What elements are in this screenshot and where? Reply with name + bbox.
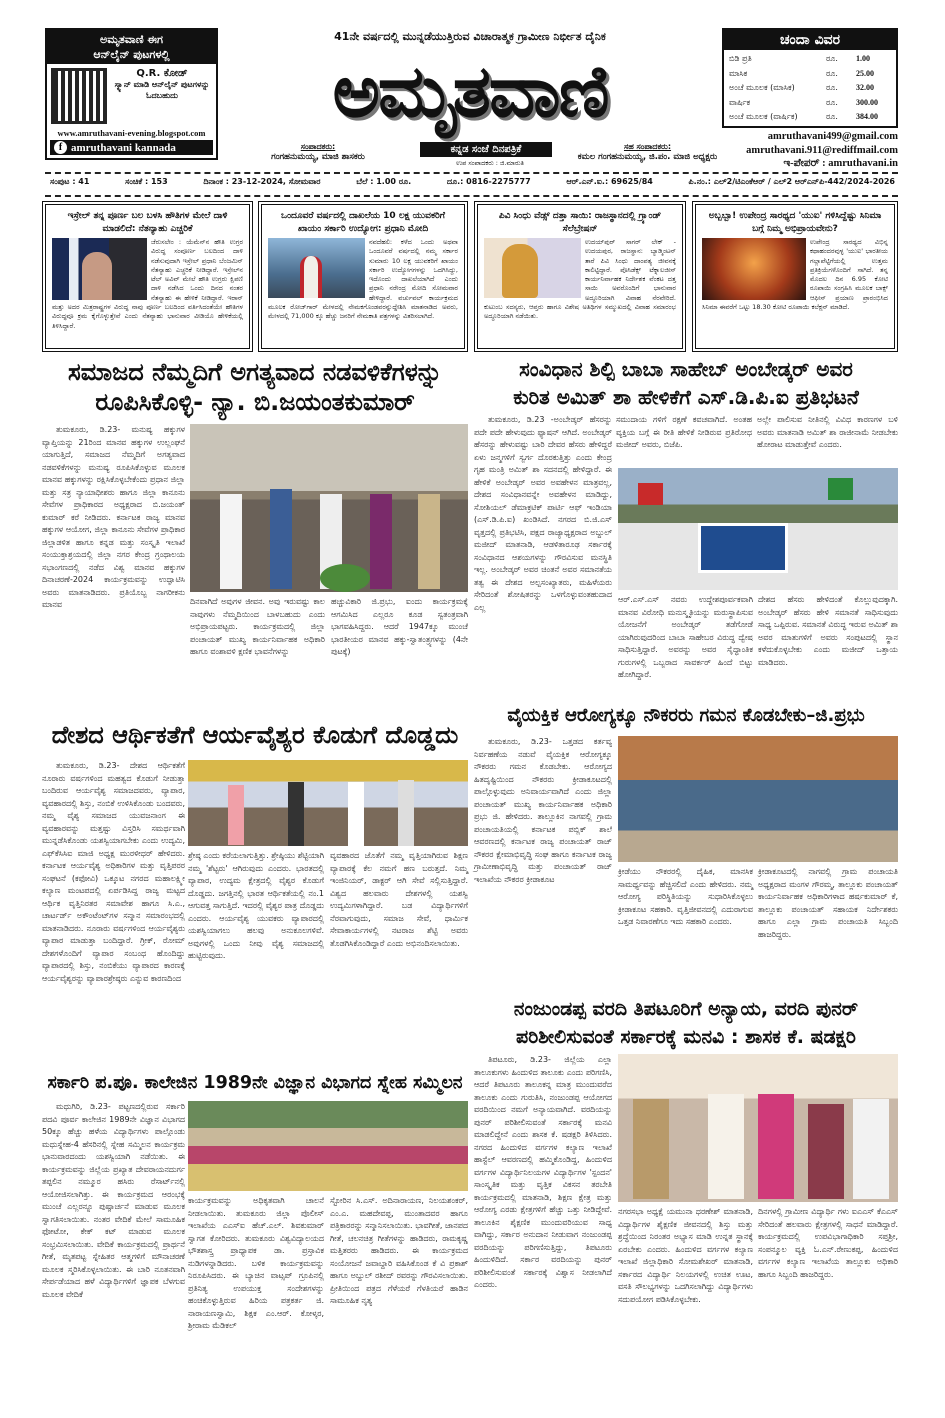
article-text: ವ್ಯವಹಾರದ ಜೊತೆಗೆ ನಮ್ಮ ವೃತ್ತಿಯಾಗಿರುವ ಶಿಕ್ಷಣ ವ್ಯಾಪಾರಕ್ಕೆ ಕೆಲ ನಮಗೆ ಹಣ ಬರುತ್ತದೆ. ನಿಮ್ಮ ಇಂಜಿನಿಯರ್, ಡಾಕ್ಟರ್ ಆಗಿ ಸೇವೆ ಸಲ್ಲಿಸುತ್ತಿದ್ದಾರೆ. ವಿಶ್ವದ ಹಲವಾರು ದೇಶಗಳಲ್ಲಿ ಯಶಸ್ವಿ ಉದ್ಯಮಿಗಳಾಗಿದ್ದಾರೆ. ಬಡ ವಿದ್ಯಾರ್ಥಿಗಳಿಗೆ ನೆರವಾಗುವುದು, ಸಮಾಜ ಸೇವೆ, ಧಾರ್ಮಿಕ ಸೇವಾಕಾರ್ಯಗಳಲ್ಲಿ ನಟರಾಜ ಶೆಟ್ಟಿ ಅವರು ತೊಡಗಿಸಿಕೊಂಡಿದ್ದಾರೆ ಎಂದು ಅಭಿನಂದಿಸಲಾಯಿತು.: [330, 851, 468, 948]
facebook-name: amruthavani kannada: [71, 141, 176, 154]
story-body: ಜೆರುಸಲೇಂ : ಯೆಮೆನ್‌ನ ಹೌತಿ ಉಗ್ರರ ವಿರುದ್ಧ ಸಂಪೂರ್ಣ ಬಲದಿಂದ ದಾಳಿ ನಡೆಸುವುದಾಗಿ ಇಸ್ರೇಲ್ ಪ್ರಧಾನಿ ಬೆಂಜಮಿನ್ ನೆತನ್ಯಾಹು ಎಚ್ಚರಿಕೆ ನೀಡಿದ್ದಾರೆ. ಇಸ್ರೇಲ್‌ನ ಟೆಲ್ ಅವಿವ್ ಮೇಲೆ ಹೌತಿ ಉಗ್ರರು ಕ್ಷಿಪಣಿ ದಾಳಿ ನಡೆಸಿದ ಒಂದು ದಿನದ ನಂತರ ನೆತನ್ಯಾಹು ಈ ಹೇಳಿಕೆ ನೀಡಿದ್ದಾರೆ. ಇರಾನ್ ಮತ್ತು ಅದರ ಮಿತ್ರರಾಷ್ಟ್ರಗಳ ವಿರುದ್ಧ ನಾವು ಪೂರ್ಣ ಬಲದಿಂದ ವರ್ತಿಸಿದಂತೆಯೇ ಹೌತಿಗಳ ವಿರುದ್ಧವೂ ಕ್ರಮ ಕೈಗೊಳ್ಳುತ್ತೇವೆ ಎಂದು ನೆತನ್ಯಾಹು ಭಾನುವಾರ ವೀಡಿಯೊ ಹೇಳಿಕೆಯಲ್ಲಿ ತಿಳಿಸಿದ್ದಾರೆ.: [52, 238, 243, 330]
article-text: ಶ್ರೇಷ್ಠ ಎಂದು ಕರೆಯಲಾಗುತ್ತಿತ್ತು. ಶ್ರೇಷ್ಠಿಯು ಶೆಟ್ಟಿಯಾಗಿ ನಮ್ಮ 'ಶೆಟ್ಟರು' ಆಗಿರುವುದು ಎಂದರು. ಭಾರತದಲ್ಲಿ ವ್ಯಾಪಾರ, ಉದ್ಯಮ ಕ್ಷೇತ್ರದಲ್ಲಿ ವೈಶ್ಯರ ಕೊಡುಗೆ ದೊಡ್ಡದು. ಜಗತ್ತಿನಲ್ಲಿ ಭಾರತ ಆರ್ಥಿಕತೆಯಲ್ಲಿ ನಂ.1 ಆಗುವತ್ತ ಸಾಗುತ್ತಿದೆ. ಇದರಲ್ಲಿ ವೈಶ್ಯರ ಪಾತ್ರ ದೊಡ್ಡದು ಎಂದರು. ಆರ್ಯವೈಶ್ಯ ಯುವಕರು ವ್ಯಾಪಾರದಲ್ಲಿ ಯಶಸ್ವಿಯಾಗಲು ಹಲವು ಅನುಕೂಲಗಳಿವೆ. ಅವುಗಳಲ್ಲಿ ಒಂದು ನೀವು ವೈಶ್ಯ ಸಮಾಜದಲ್ಲಿ ಹುಟ್ಟಿರುವುದು.: [188, 851, 324, 960]
qr-code-icon[interactable]: [51, 68, 107, 124]
phone: ದೂ.: 0816-2275777: [446, 177, 531, 186]
facebook-icon: f: [54, 141, 67, 154]
article-text: ತುಮಕೂರು, ಡಿ.23- ಒತ್ತಡದ ಕರ್ತವ್ಯ ನಿರ್ವಹಣೆಯ ನಡುವೆ ವೈಯಕ್ತಿಕ ಆರೋಗ್ಯಕ್ಕೂ ನೌಕರರು ಗಮನ ಕೊಡಬೇಕು. ಆರೋಗ್ಯದ ಹಿತದೃಷ್ಟಿಯಿಂದ ನೌಕರರು ಕ್ರೀಡಾಕೂಟದಲ್ಲಿ ಪಾಲ್ಗೊಳ್ಳುವುದು ಅನಿವಾರ್ಯವಾಗಿದೆ ಎಂದು ಜಿಲ್ಲಾ ಪಂಚಾಯತ್ ಮುಖ್ಯ ಕಾರ್ಯನಿರ್ವಾಹಕ ಅಧಿಕಾರಿ ಪ್ರಭು ಜಿ. ಹೇಳಿದರು. ತಾಲ್ಲೂಕಿನ ನಾಗವಲ್ಲಿ ಗ್ರಾಮ ಪಂಚಾಯತಿಯಲ್ಲಿ ಕರ್ನಾಟಕ ಪಬ್ಲಿಕ್ ಶಾಲೆ ಆವರಣದಲ್ಲಿ ಕರ್ನಾಟಕ ರಾಜ್ಯ ಪಂಚಾಯತ್ ರಾಜ್ ನೌಕರರ ಕ್ಷೇಮಾಭಿವೃದ್ಧಿ ಸಂಘ ಹಾಗೂ ಕರ್ನಾಟಕ ರಾಜ್ಯ ಗ್ರಾಮೀಣಾಭಿವೃದ್ಧಿ ಮತ್ತು ಪಂಚಾಯತ್ ರಾಜ್ ಇಲಾಖೆಯ ನೌಕರರ ಕ್ರೀಡಾಕೂಟ: [474, 737, 612, 884]
divider: [45, 195, 898, 197]
modi-photo: [268, 238, 365, 298]
article-headline: ದೇಶದ ಆರ್ಥಿಕತೆಗೆ ಆರ್ಯವೈಶ್ಯರ ಕೊಡುಗೆ ದೊಡ್ಡದು: [51, 721, 459, 749]
article-text: ಕ್ರೀಡಾಕೂಟದಲ್ಲಿ ನಾಗವಲ್ಲಿ ಗ್ರಾಮ ಪಂಚಾಯತಿ ಅಧ್ಯಕ್ಷರಾದ ಮಂಗಳ ಗೌರಮ್ಮ, ತಾಲ್ಲೂಕು ಪಂಚಾಯತ್ ಕಾರ್ಯನಿರ್ವಾಹಕ ಅಧಿಕಾರಿಗಳಾದ ಹರ್ಷಕುಮಾರ್ ಕೆ, ತಾಲ್ಲೂಕು ಪಂಚಾಯತ್ ಸಹಾಯಕ ನಿರ್ದೇಶಕರು ಹಾಗೂ ಎಲ್ಲಾ ಗ್ರಾಮ ಪಂಚಾಯತಿ ಸಿಬ್ಬಂದಿ ಹಾಜರಿದ್ದರು.: [758, 867, 898, 939]
article-headline: [42, 357, 468, 417]
top-story-israel[interactable]: [42, 201, 253, 352]
editor-label: ಸಂಪಾದಕರು:: [300, 142, 336, 151]
price: ಬೆಲೆ : 1.00 ರೂ.: [356, 177, 412, 186]
article-text: ತುಮಕೂರು, ಡಿ.23- ಮನುಷ್ಯ ಹಕ್ಕುಗಳ ವ್ಯಾಪ್ತಿಯನ್ನು 21ರಿಂದ ಮಾನವ ಹಕ್ಕುಗಳ ಉಲ್ಲಂಘನೆ ಯಾಗುತ್ತಿದೆ, ಸಮಾಜದ ನೆಮ್ಮದಿಗೆ ಅಗತ್ಯವಾದ ನಡವಳಿಕೆಗಳನ್ನು ಮನುಷ್ಯ ರೂಪಿಸಿಕೊಳ್ಳುವ ಮೂಲಕ ಮಾನವ ಹಕ್ಕುಗಳನ್ನು ರಕ್ಷಿಸಿಕೊಳ್ಳಬೇಕೆಂದು ಪ್ರಧಾನ ಜಿಲ್ಲಾ ಮತ್ತು ಸತ್ರ ನ್ಯಾಯಾಧೀಶರು ಹಾಗೂ ಜಿಲ್ಲಾ ಕಾನೂನು ಸೇವೆಗಳ ಪ್ರಾಧಿಕಾರದ ಅಧ್ಯಕ್ಷರಾದ ಬಿ.ಜಯಂತ್ ಕುಮಾರ್ ಕರೆ ನೀಡಿದರು. ಕರ್ನಾಟಕ ರಾಜ್ಯ ಮಾನವ ಹಕ್ಕುಗಳ ಆಯೋಗ, ಜಿಲ್ಲಾ ಕಾನೂನು ಸೇವೆಗಳ ಪ್ರಾಧಿಕಾರ ಜಿಲ್ಲಾಡಳಿತ ಹಾಗೂ ಕನ್ನಡ ಮತ್ತು ಸಂಸ್ಕೃತಿ ಇಲಾಖೆ ಸಂಯುಕ್ತಾಶ್ರಯದಲ್ಲಿ ಜಿಲ್ಲಾ ನಗರ ಕೇಂದ್ರ ಗ್ರಂಥಾಲಯ ಸಭಾಂಗಣದಲ್ಲಿ ನಡೆದ ವಿಶ್ವ ಮಾನವ ಹಕ್ಕುಗಳ ದಿನಾಚರಣೆ-2024 ಕಾರ್ಯಕ್ರಮವನ್ನು ಉದ್ಘಾಟಿಸಿ ಅವರು ಮಾತನಾಡಿದರು. ಪ್ರತಿಯೊಬ್ಬ ನಾಗರೀಕನು ಮಾನವ: [42, 425, 185, 609]
text-line: ರೂಪಿಸಿಕೊಳ್ಳಿ- ನ್ಯಾ. ಬಿ.ಜಯಂತಕುಮಾರ್: [95, 388, 415, 416]
article-text: ಅಲ್ಲೇ ಪಾಲಿಸುವ ನೀತಿನಲ್ಲಿ ವಿವಿಧ ಕಾರಣಗಳ ಬಳಿ ಅವರು ಮಾತನಾಡಿ ಅಮಿತ್ ಶಾ ರಾಜೀನಾಮೆ ನೀಡಬೇಕು ಹೋರಾಟ ಮಾಡುತ್ತೇವೆ ಎಂದರು.: [757, 415, 898, 449]
subscription-box: [722, 28, 898, 128]
blog-link[interactable]: www.amruthavani-evening.blogspot.com: [57, 128, 206, 138]
price-row: [729, 67, 891, 82]
newspaper-title: ಅಮೃತವಾಣಿ: [332, 49, 608, 133]
sdpi-protest-photo: [618, 468, 898, 590]
netanyahu-photo: [52, 238, 147, 300]
date: ದಿನಾಂಕ : 23-12-2024, ಸೋಮವಾರ: [203, 177, 321, 186]
text-line: ರೂ.: [826, 112, 838, 121]
rni: ಆರ್.ಎನ್.ಐ.: 69625/84: [566, 177, 653, 186]
article-text: ತುಮಕೂರು, ಡಿ.23 -ಅಂಬೇಡ್ಕರ್ ಹೆಸರನ್ನು ಪದೇ ಪದೇ ಹೇಳುವುದು ಫ್ಯಾಷನ್ ಆಗಿದೆ. ಅಂಬೇಡ್ಕರ್ ಹೆಸರನ್ನು ಹೇಳುವಷ್ಟು ಬಾರಿ ದೇವರ ಹೆಸರು ಹೇಳಿದ್ದರೆ ಏಳು ಜನ್ಮಗಳಿಗೆ ಸ್ವರ್ಗ ದೊರಕುತ್ತಿತ್ತು ಎಂದು ಕೇಂದ್ರ ಗೃಹ ಮಂತ್ರಿ ಅಮಿತ್ ಶಾ ಸದನದಲ್ಲಿ ಹೇಳಿದ್ದಾರೆ. ಈ ಹೇಳಿಕೆ ಅಂಬೇಡ್ಕರ್ ಅವರ ಅವಹೇಳನ ಮಾತ್ರವಲ್ಲ, ದೇಶದ ಸಂವಿಧಾನವನ್ನೇ ಅವಹೇಳನ ಮಾಡಿದ್ದು, ಸೋಶಿಯಲ್ ಡೆಮಾಕ್ರಟಿಕ್ ಪಾರ್ಟಿ ಆಫ್ ಇಂಡಿಯಾ (ಎಸ್.ಡಿ.ಪಿ.ಐ) ಖಂಡಿಸಿದೆ. ನಗರದ ಬಿ.ಜಿ.ಎಸ್ ವೃತ್ತದಲ್ಲಿ ಪ್ರತಿಭಟಿಸಿ, ಪಕ್ಷದ ರಾಜ್ಯಾಧ್ಯಕ್ಷರಾದ ಅಬ್ದುಲ್ ಮಜೀದ್ ಮಾತನಾಡಿ, ಆಡಳಿತಾರೂಢ ಸರ್ಕಾರಕ್ಕೆ ಸಂವಿಧಾನದ ಆಶಯಗಳನ್ನು ಗೌರವಿಸುವ ಮನಸ್ಥಿತಿ ಇಲ್ಲ. ಅಂಬೇಡ್ಕರ್ ಅವರ ಚಿಂತನೆ ಅವರ ಸಮಾನತೆಯ ತತ್ವ ಈ ದೇಶದ ಅಲ್ಪಸಂಖ್ಯಾತರು, ಮಹಿಳೆಯರು ಸೇರಿದಂತೆ ಶೋಷಿತರನ್ನು ಒಳಗೊಳ್ಳುವಂತಹುದಾದ ಎಲ್ಲ: [474, 415, 612, 612]
aryavysya-event-photo: [188, 760, 468, 846]
text-line: ರೂ.: [826, 68, 838, 78]
epaper-link[interactable]: ಇ-ಪೇಪರ್ : amruthavani.in: [783, 158, 898, 169]
story-headline: ಇಸ್ರೇಲ್ ತನ್ನ ಪೂರ್ಣ ಬಲ ಬಳಸಿ ಹೌತಿಗಳ ಮೇಲೆ ದಾಳಿ ಮಾಡಲಿದೆ: ನೆತನ್ಯಾಹು ಎಚ್ಚರಿಕೆ: [67, 211, 228, 234]
text-line: ವಾರ್ಷಿಕ: [729, 97, 751, 107]
story-body: ಉಪೇಂದ್ರ ಸಾರಥ್ಯದ ವಿಭಿನ್ನ ಕಥಾಹಂದರವುಳ್ಳ 'ಯುಐ' ಭಾರತೀಯ ಗಲ್ಲಾಪೆಟ್ಟಿಗೆಯಲ್ಲಿ ಉತ್ತಮ ಪ್ರತಿಕ್ರಿಯೆಗಳೊಂದಿಗೆ ಸಾಗಿದೆ. ತನ್ನ ಮೊದಲ ದಿನ 6.95 ಕೋಟಿ ರೂಪಾಯಿ ಸಂಗ್ರಹಿಸಿ ಮೂಲಕ ಬಾಕ್ಸ್ ಆಫೀಸ್ ಪ್ರಯಾಣ ಪ್ರಾರಂಭಿಸಿದ ಸಿನಿಮಾ ಈವರೆಗೆ ಒಟ್ಟು 18.30 ಕೋಟಿ ರೂಪಾಯಿ ಕಲೆಕ್ಷನ್ ಮಾಡಿದೆ.: [702, 238, 888, 312]
deputy-editor: ಉಪ ಸಂಪಾದಕರು : ಜಿ.ಮಾರುತಿ: [456, 159, 524, 167]
text-line: ರೂ.: [826, 83, 838, 92]
article-text: ಸಮುದಾಯ ಗಳಿಗೆ ರಕ್ಷಣೆ ಕವಚವಾಗಿದೆ. ಅಂತಹ ವ್ಯಕ್ತಿಯ ಬಗ್ಗೆ ಈ ರೀತಿ ಹೇಳಿಕೆ ನೀಡಿರುವ ಪ್ರತಿರೋಧ ಮಜೀದ್ ಅವರು, ಬಿಜೆಪಿ.: [616, 415, 752, 449]
article-text: ದಿನಗಳಲ್ಲಿ ಗ್ರಾಮೀಣ ವಿದ್ಯಾರ್ಥಿ ಗಳು ಐಎಎಸ್ ಕೆಎಎಸ್ ಸೇರಿದಂತೆ ಹಲವಾರು ಕ್ಷೇತ್ರಗಳಲ್ಲಿ ಸಾಧನೆ ಮಾಡಿದ್ದಾರೆ. ಕಾರ್ಯಕ್ರಮದಲ್ಲಿ ಉಪವಿಭಾಗಾಧಿಕಾರಿ ಸಪ್ತಶ್ರೀ, ಸಂಪನ್ಮೂಲ ವ್ಯಕ್ತಿ ಓ.ಎನ್.ರೇಣುಕಪ್ಪ, ಹಿಂದುಳಿದ ವರ್ಗಗಳ ಕಲ್ಯಾಣ ಇಲಾಖೆಯ ತಾಲ್ಲೂಕು ಅಧಿಕಾರಿ ಹಾಗೂ ಸಿಬ್ಬಂದಿ ಹಾಜರಿದ್ದರು.: [758, 1207, 898, 1279]
alumni-meet-photo: [188, 1101, 468, 1191]
story-headline: ಒಂದೂವರೆ ವರ್ಷದಲ್ಲಿ ದಾಖಲೆಯ 10 ಲಕ್ಷ ಯುವಕರಿಗೆ ಖಾಯಂ ಸರ್ಕಾರಿ ಉದ್ಯೋಗ: ಪ್ರಧಾನಿ ಮೋದಿ: [281, 211, 445, 234]
online-title-1: ಅಮೃತವಾಣಿ ಈಗ: [100, 33, 163, 46]
article-headline: [474, 995, 898, 1051]
volume: ಸಂಪುಟ : 41: [50, 177, 90, 186]
facebook-link[interactable]: [50, 140, 213, 155]
article-text: ಆರ್.ಎಸ್.ಎಸ್ ನವರು ಉದ್ದೇಶಪೂರ್ವಕವಾಗಿ ಮಾನವ ವಿರೋಧಿ ಮನುಸ್ಮೃತಿಯನ್ನು ಮರುಸ್ಥಾಪಿಸುವ ಯೋಜನೆಗೆ ಅಂಬೇಡ್ಕರ್ ತಡೆಗೋಡೆ ಯಾಗಿರುವುದರಿಂದ ಬಾಬಾ ಸಾಹೇಬರ ವಿರುದ್ಧ ದ್ವೇಷ ಸಾಧಿಸುತ್ತಿದ್ದಾರೆ. ಅವರನ್ನು ಅವರ ಸೈದ್ಧಾಂತಿಕ ಗುರುಗಳಲ್ಲಿ ಒಬ್ಬರಾದ ಸಾವರ್ಕರ್ ಹಿಂದೆ ಬಿಟ್ಟು ಹೋಗಿದ್ದಾರೆ.: [618, 595, 753, 679]
text-line: 384.00: [856, 112, 878, 121]
text-line: 300.00: [856, 97, 878, 107]
editor-name: ಗಂಗಹನುಮಯ್ಯ, ಮಾಜಿ ಶಾಸಕರು: [271, 152, 365, 162]
info-bar: [50, 177, 895, 187]
text-line: ಕುರಿತ ಅಮಿತ್ ಶಾ ಹೇಳಿಕೆಗೆ ಎಸ್.ಡಿ.ಪಿ.ಐ ಪ್ರತಿಭಟನೆ: [513, 385, 859, 409]
price-row: [729, 52, 891, 67]
article-text: ತಿಪಟೂರು, ಡಿ.23- ಜಿಲ್ಲೆಯ ಎಲ್ಲಾ ತಾಲೂಕುಗಳು ಹಿಂದುಳಿದ ತಾಲೂಕು ಎಂದು ಪರಿಗಣಿಸಿ, ಆದರೆ ತಿಪಟೂರು ತಾಲೂಕನ್ನ ಮಾತ್ರ ಮುಂದುವರೆದ ತಾಲೂಕು ಎಂದು ಗುರುತಿಸಿ, ನಂಜುಂಡಪ್ಪ ಆಯೋಗದ ವರದಿಯಿಂದ ನಮಗೆ ಅನ್ಯಾಯವಾಗಿದೆ. ವರದಿಯನ್ನು ಪುನರ್ ಪರಿಶೀಲಿಸುವಂತೆ ಸರ್ಕಾರಕ್ಕೆ ಮನವಿ ಮಾಡಲಿದ್ದೇನೆ ಎಂದು ಶಾಸಕ ಕೆ. ಷಡಕ್ಷರಿ ತಿಳಿಸಿದರು. ನಗರದ ಹಿಂದುಳಿದ ವರ್ಗಗಳ ಕಲ್ಯಾಣ ಇಲಾಖೆ ಹಾಸ್ಟೆಲ್ ಆವರಣದಲ್ಲಿ ಹಮ್ಮಿಕೊಂಡಿದ್ದ, ಹಿಂದುಳಿದ ವರ್ಗಗಳ ವಿದ್ಯಾರ್ಥಿನಿಲಯಗಳ ವಿದ್ಯಾರ್ಥಿಗಳ 'ಸ್ಪಂದನ' ಸಾಂಸ್ಕೃತಿಕ ಮತ್ತು ವೃತ್ತಿಕ ವಿಕಸನ ತರಬೇತಿ ಕಾರ್ಯಕ್ರಮದಲ್ಲಿ ಮಾತನಾಡಿ, ಶಿಕ್ಷಣ ಕ್ಷೇತ್ರ ಮತ್ತು ಆರೋಗ್ಯ ಎರಡು ಕ್ಷೇತ್ರಗಳಿಗೆ ಹೆಚ್ಚು ಒತ್ತು ನೀಡಿದ್ದೇವೆ. ತಾಲೂಕಿನ ಶೈಕ್ಷಣಿಕ ಮುಂದುವರಿಯುವ ಸಾಧ್ಯ ವಾಗಿದ್ದು, ಸರ್ಕಾರ ಅನುದಾನ ನೀಡುವಾಗ ನಂಜುಂಡಪ್ಪ ವರದಿಯನ್ನು ಪರಿಗಣಿಸುತ್ತಿದ್ದು, ತಿಪಟೂರು ಹಿಂದುಳಿದಿದೆ. ಸರ್ಕಾರ ವರದಿಯನ್ನು ಪುನರ್ ಪರಿಶೀಲಿಸುವಂತೆ ಸರ್ಕಾರಕ್ಕೆ ವಿಶ್ವಾಸ ನೀಡಲಾಗಿದೆ ಎಂದರು.: [474, 1055, 612, 1289]
email-1[interactable]: amruthavani499@gmail.com: [767, 131, 898, 142]
co-editor-name: ಕಮಲ ಗಂಗಹನುಮಯ್ಯ, ಜಿ.ಪಂ. ಮಾಜಿ ಅಧ್ಯಕ್ಷರು: [577, 152, 718, 162]
article-text: ಕಾರ್ಯಕ್ರಮವನ್ನು ಅಧಿಕೃತವಾಗಿ ಚಾಲನೆ ನೀಡಲಾಯಿತು. ತುಮಕೂರು ಜಿಲ್ಲಾ ಪೊಲೀಸ್ ಇಲಾಖೆಯ ಎಎಸ್‌ಐ ಹೆಚ್.ಎಲ್. ಶಿವಕುಮಾರ್ ಸ್ವಾಗತ ಕೋರಿದರು. ತುಮಕೂರು ವಿಶ್ವವಿದ್ಯಾಲಯದ ಭೌತಶಾಸ್ತ್ರ ಪ್ರಾಧ್ಯಾಪಕ ಡಾ. ಪ್ರಸ್ತಾವಿಕ ನುಡಿಗಳನ್ನಾಡಿದರು. ಬಳಿಕ ಕಾರ್ಯಕ್ರಮವನ್ನು ನಿರೂಪಿಸಿದರು. ಈ ಬ್ಯಾಚಿನ ವಾಟ್ಸಪ್ ಗ್ರೂಪಿನಲ್ಲಿ ಪ್ರತಿನಿತ್ಯ ಉಪಯುಕ್ತ ಸಂದೇಶಗಳನ್ನು ಹಂಚಿಕೊಳ್ಳುತ್ತಿರುವ ಹಿರಿಯ ಪತ್ರಕರ್ತ ಜಿ. ನಾರಾಯಣಸ್ವಾಮಿ, ಶಿಕ್ಷಕ ಎಂ.ಆರ್. ಕೋಳ್ಕರ, ಶ್ರೀರಾಮ ಮೆಡಿಕಲ್: [188, 1196, 324, 1330]
divider: [45, 172, 898, 174]
ui-movie-poster: [702, 238, 806, 300]
text-line: 32.00: [856, 83, 874, 92]
online-title-2: ಆನ್‌ಲೈನ್ ಪುಟಗಳಲ್ಲಿ: [93, 48, 170, 61]
subtitle: ಕನ್ನಡ ಸಂಜೆ ದಿನಪತ್ರಿಕೆ: [420, 142, 552, 157]
issue: ಸಂಚಿಕೆ : 153: [125, 177, 168, 186]
text-line: ರೂ.: [826, 97, 838, 107]
text-line: ಅಂಚೆ ಮೂಲಕ (ವಾರ್ಷಿಕ): [729, 112, 798, 121]
sindhu-photo: [484, 238, 581, 298]
article-text: ಸ್ಟೋರಿನ ಸಿ.ಎಸ್. ಅದಿನಾರಾಯಣ, ನಿಲಯಶಂಕರ್, ಎಂ.ಎ. ಮಹದೇವಪ್ಪ, ಮುಂತಾದವರ ಹಾಗೂ ಪತ್ರಿಕಾರರನ್ನು ಸನ್ಮಾನಿಸಲಾಯಿತು. ಭಾವಗೀತೆ, ಜಾನಪದ ಗೀತೆ, ಚಲನಚಿತ್ರ ಗೀತೆಗಳನ್ನು ಹಾಡಿದರು, ರಾಮಕೃಷ್ಣ ಮತ್ತಿತರರು ಹಾಡಿದರು. ಈ ಕಾರ್ಯಕ್ರಮದ ಸಂಯೋಜನೆ ಜವಾಬ್ದಾರಿ ವಹಿಸಿಕೊಂಡ ಕೆ ವಿ ಪ್ರಕಾಶ್ ಹಾಗೂ ಅಬ್ದುಲ್ ರಶೀದ್ ರವರನ್ನು ಗೌರವಿಸಲಾಯಿತು. ಪ್ರೀತಿಯಿಂದ ಪತ್ರದ ಗೆಳೆಯರೆ ಗೆಳತಿಯರೆ ಹಾಡಿನ ಸಾಮೂಹಿಕ ನೃತ್ಯ: [330, 1196, 468, 1305]
top-story-jobs[interactable]: [258, 201, 468, 352]
text-line: ಸಂವಿಧಾನ ಶಿಲ್ಪಿ ಬಾಬಾ ಸಾಹೇಬ್ ಅಂಬೇಡ್ಕರ್ ಅವರ: [519, 357, 853, 381]
text-line: ಬಿಡಿ ಪ್ರತಿ: [729, 54, 752, 63]
human-rights-event-photo: [190, 424, 468, 592]
price-row: [729, 96, 891, 111]
tagline: 41ನೇ ವರ್ಷದಲ್ಲಿ ಮುನ್ನಡೆಯುತ್ತಿರುವ ವಿಚಾರಾತ್ಮಕ ಗ್ರಾಮೀಣ ನಿರ್ಭೀತ ದೈನಿಕ: [334, 30, 606, 43]
article-text: ನಗರಸಭಾ ಅಧ್ಯಕ್ಷೆ ಯಮುನಾ ಧರಣೇಶ್ ಮಾತನಾಡಿ, ವಿದ್ಯಾರ್ಥಿಗಳ ಶೈಕ್ಷಣಿಕ ಜೀವನದಲ್ಲಿ ಶಿಸ್ತು ಮತ್ತು ಶ್ರದ್ಧೆಯಿಂದ ನಿರಂತರ ಅಭ್ಯಾಸ ಮಾಡಿ ಉನ್ನತ ಸ್ಥಾನಕ್ಕೆ ಏರಬೇಕು ಎಂದರು. ಹಿಂದುಳಿದ ವರ್ಗಗಳ ಕಲ್ಯಾಣ ಇಲಾಖೆ ಜಿಲ್ಲಾಧಿಕಾರಿ ಸೋಮಶೇಖರ್ ಮಾತನಾಡಿ, ಸರ್ಕಾರದ ವಿದ್ಯಾರ್ಥಿ ನಿಲಯಗಳಲ್ಲಿ ಉಚಿತ ಊಟ, ವಸತಿ ಸೌಲಭ್ಯಗಳನ್ನು ಒದಗಿಸಲಾಗಿದ್ದು ವಿದ್ಯಾರ್ಥಿಗಳು ಸದುಪಯೋಗ ಪಡಿಸಿಕೊಳ್ಳಬೇಕು.: [618, 1207, 753, 1304]
article-text: ಹಚ್ಚುವಿಕಾರಿ ಜಿ.ಪ್ರಭು, ಐಂದು ಕಾರ್ಯಕ್ರಮಕ್ಕೆ ಆಗಮಿಸಿದ ಎಲ್ಲರೂ ಕೂಡ ಸ್ವತಂತ್ರವಾಗಿ ಭಾಗವಹಿಸಿದ್ದರು. ಆದರೆ 1947ಕ್ಕೂ ಮುಂಚೆ ಭಾರತೀಯರ ಮಾನವ ಹಕ್ಕು-ಸ್ವಾತಂತ್ರ್ಯಗಳನ್ನು (4ನೇ ಪುಟಕ್ಕೆ): [331, 597, 468, 656]
email-2[interactable]: amruthavani.911@rediffmail.com: [746, 144, 898, 156]
qr-label: Q.R. ಕೋಡ್: [136, 68, 188, 79]
text-line: 25.00: [856, 68, 874, 78]
article-text: ತುಮಕೂರು, ಡಿ.23- ದೇಶದ ಆರ್ಥಿಕತೆಗೆ ನೂರಾರು ವರ್ಷಗಳಿಂದ ಮಹತ್ವದ ಕೊಡುಗೆ ನೀಡುತ್ತಾ ಬಂದಿರುವ ಆರ್ಯವೈಶ್ಯ ಸಮಾಜದವರು, ವ್ಯಾಪಾರ, ವ್ಯವಹಾರದಲ್ಲಿ ಶಿಸ್ತು, ನಂಬಿಕೆ ಉಳಿಸಿಕೊಂಡು ಬಂದವರು, ನಮ್ಮ ವೈಶ್ಯ ಸಮಾಜದ ಯುವಜನಾಂಗ ಈ ವ್ಯವಹಾರವನ್ನು ಮತ್ತಷ್ಟು ವಿಸ್ತರಿಸಿ ಸಮರ್ಥವಾಗಿ ಮುನ್ನಡೆಸಿಕೊಂಡು ಯಶಸ್ವಿಯಾಗಬೇಕು ಎಂದು ಉದ್ಯಮಿ, ಎಫ್‌ಕೆಸಿಸಿಐ ಮಾಜಿ ಅಧ್ಯಕ್ಷ ಮುರಳೀಧರ್ ಹೇಳಿದರು. ಕರ್ನಾಟಕ ಆರ್ಯವೈಶ್ಯ ಅಧಿಕಾರಿಗಳ ಮತ್ತು ವೃತ್ತಿಪರರ ಸಂಘಟನೆ (ಕಫೋವಿ) ಒಕ್ಕೂಟ ನಗರದ ಮಹಾಲಕ್ಷ್ಮೀ ಕಲ್ಯಾಣ ಮಂಟಪದಲ್ಲಿ ಏರ್ಪಡಿಸಿದ್ದ ರಾಜ್ಯ ಮಟ್ಟದ ಆರ್ಥಿಕ ವೃತ್ತಿನಿರತರ ಸಮಾವೇಶ ಹಾಗೂ ಸಿ.ಎ., ಚಾರ್ಟರ್ಡ್ ಅಕೌಂಟೆಂಟ್‌ಗಳ ಸನ್ಮಾನ ಸಮಾರಂಭದಲ್ಲಿ ಮಾತನಾಡಿದರು. ನೂರಾರು ವರ್ಷಗಳಿಂದ ಆರ್ಯವೈಶ್ಯರು ವ್ಯಾಪಾರ ಮಾಡುತ್ತಾ ಬಂದಿದ್ದಾರೆ. ಗ್ರೀಕ್, ರೋಮ್ ದೇಶಗಳೊಂದಿಗೆ ವ್ಯಾಪಾರ ಸಂಬಂಧ ಹೊಂದಿದ್ದು ವ್ಯಾಪಾರದಲ್ಲಿ ಶಿಸ್ತು, ನಂಬಿಕೆಯು ವ್ಯಾಪಾರದ ಕಾರಣಕ್ಕೆ ಆರ್ಯವೈಶ್ಯರನ್ನು ವ್ಯಾಪಾರಶ್ರೇಷ್ಠರು ಎನ್ನುವ ಕಾರಣದಿಂದ: [42, 761, 185, 983]
article-headline: ವೈಯಕ್ತಿಕ ಆರೋಗ್ಯಕ್ಕೂ ನೌಕರರು ಗಮನ ಕೊಡಬೇಕು–ಜಿ.ಪ್ರಭು: [507, 705, 865, 726]
online-pages-box: [45, 28, 218, 160]
story-headline: ಅಬ್ಬಬ್ಬಾ! ಉಪೇಂದ್ರ ಸಾರಥ್ಯದ 'ಯುಐ' ಗಳಿಸಿದ್ದೆಷ್ಟು ಸಿನಿಮಾ ಬಗ್ಗೆ ನಿಮ್ಮ ಅಭಿಪ್ರಾಯವೇನು?: [708, 211, 882, 234]
text-line: ಮಾಸಿಕ: [729, 68, 748, 78]
story-body: ಉದಯ್‌ಪುರ್ ಸಾಗರ್ ಲೇಕ್ - ಉದಯಪುರ, ರಾಜಸ್ಥಾನ: ಬ್ಯಾಡ್ಮಿಂಟನ್ ತಾರೆ ಪಿವಿ ಸಿಂಧು ದಾಂಪತ್ಯ ಜೀವನಕ್ಕೆ ಕಾಲಿಟ್ಟಿದ್ದಾರೆ. ಪೊಸಿಡೆಕ್ಸ್ ಟೆಕ್ನಾಲಜೀಸ್ ಕಾರ್ಯನಿರ್ವಾಹಕ ನಿರ್ದೇಶಕ ವೆಂಕಟ ದತ್ತ ಸಾಯಿ ಅವರೊಂದಿಗೆ ಭಾನುವಾರ ಅದ್ಧೂರಿಯಾಗಿ ವಿವಾಹ ನೆರವೇರಿದೆ. ಕುಟುಂಬ ಸದಸ್ಯರು, ಆಪ್ತರು ಹಾಗೂ ವಿಶೇಷ ಅತಿಥಿಗಳ ಸಮ್ಮುಖದಲ್ಲಿ ವಿವಾಹ ಸಮಾರಂಭ ಅದ್ಧೂರಿಯಾಗಿ ನಡೆಯಿತು.: [484, 238, 676, 321]
text-line: ರೂ.: [826, 54, 838, 63]
qr-text: ಸ್ಕ್ಯಾನ್ ಮಾಡಿ ಆನ್‌ಲೈನ್ ಪುಟಗಳನ್ನು ಓದಬಹುದು: [114, 80, 210, 100]
text-line: ಅಂಚೆ ಮೂಲಕ (ಮಾಸಿಕ): [729, 83, 795, 92]
registration: ಪಿ.ನಂ.: ಎಲ್2/ಟಿಎಂಕೆಆರ್ / ಎಲ್2 ಆರ್‌ಎನ್‌ಪಿ-442/2024-2026: [688, 177, 895, 186]
article-text: ಕ್ರೀಡೆಯು ನೌಕರರಲ್ಲಿ ದೈಹಿಕ, ಮಾನಸಿಕ ಸಾಮರ್ಥ್ಯವನ್ನು ಹೆಚ್ಚಿಸಲಿದೆ ಎಂದು ಹೇಳಿದರು. ನಮ್ಮ ಆರೋಗ್ಯ ಪರಿಸ್ಥಿತಿಯನ್ನು ಸುಧಾರಿಸಿಕೊಳ್ಳಲು ಕ್ರೀಡಾಕೂಟ ಸಹಕಾರಿ. ವೃತ್ತಿಜೀವನದಲ್ಲಿ ಎದುರಾಗುವ ಒತ್ತಡ ನಿವಾರಣೆಗೂ ಇದು ಸಹಕಾರಿ ಎಂದರು.: [618, 867, 753, 926]
subscription-title: ಚಂದಾ ವಿವರ: [724, 30, 896, 50]
co-editor-label: ಸಹ ಸಂಪಾದಕರು:: [623, 142, 672, 151]
sports-meet-photo: [618, 736, 898, 862]
price-row: [729, 110, 891, 125]
text-line: ಪರಿಶೀಲಿಸುವಂತೆ ಸರ್ಕಾರಕ್ಕೆ ಮನವಿ : ಶಾಸಕ ಕೆ. ಷಡಕ್ಷರಿ: [516, 1026, 856, 1048]
text-line: ಸಮಾಜದ ನೆಮ್ಮದಿಗೆ ಅಗತ್ಯವಾದ ನಡವಳಿಕೆಗಳನ್ನು: [68, 358, 442, 386]
price-row: [729, 81, 891, 96]
text-line: 1.00: [856, 54, 870, 63]
article-text: ದೇಶದ ಹೆಸರು ಹೇಳಿದಂತೆ ಕೊಲ್ಲುವುದಕ್ಕಾಗಿ. ಅಂಬೇಡ್ಕರ್ ಹೆಸರು ಹೇಳಿ ಸಮಾನತೆ ಸಾಧಿಸುವುದು ಸಾಧ್ಯ ಒಪ್ಪಿರುವ. ಸಮಾನತೆ ವಿರುದ್ಧ ಇರುವ ಅಮಿತ್ ಶಾ ಅವರ ಮಾತುಗಳಿಗೆ ಅವರು ಸಂಪುಟದಲ್ಲಿ ಸ್ಥಾನ ಕಳೆದುಕೊಳ್ಳಬೇಕು ಎಂದು ಮಜೀದ್ ಒತ್ತಾಯ ಮಾಡಿದರು.: [758, 595, 898, 667]
story-headline: ಪಿವಿ ಸಿಂಧು ವೆಡ್ಸ್ ದತ್ತಾ ಸಾಯಿ: ರಾಜಸ್ಥಾನದಲ್ಲಿ ಗ್ರ್ಯಾಂಡ್ ಸೆಲೆಬ್ರೇಷನ್: [498, 211, 662, 234]
story-body: ನವದೆಹಲಿ: ಕಳೆದ ಒಂದು ಅಥವಾ ಒಂದೂವರೆ ವರ್ಷದಲ್ಲಿ ನಮ್ಮ ಸರ್ಕಾರ ಸುಮಾರು 10 ಲಕ್ಷ ಯುವಕರಿಗೆ ಖಾಯಂ ಸರ್ಕಾರಿ ಉದ್ಯೋಗಗಳನ್ನು ಒದಗಿಸಿದ್ದು, ಇದೊಂದು ದಾಖಲೆಯಾಗಿದೆ ಎಂದು ಪ್ರಧಾನಿ ನರೇಂದ್ರ ಮೋದಿ ಸೋಮವಾರ ಹೇಳಿದ್ದಾರೆ. ವರ್ಚುವಲ್ ಕಾರ್ಯಕ್ರಮದ ಮೂಲಕ ರೋಜ್‌ಗಾರ್ ಮೇಳದಲ್ಲಿ ನೇಮಕಗೊಂಡವರನ್ನುದ್ದೇಶಿಸಿ ಮಾತನಾಡಿದ ಅವರು, ಮೇಳದಲ್ಲಿ 71,000 ಕ್ಕೂ ಹೆಚ್ಚು ಜನರಿಗೆ ನೇಮಕಾತಿ ಪತ್ರಗಳನ್ನು ವಿತರಿಸಲಾಗಿದೆ.: [268, 238, 458, 321]
top-story-sindhu[interactable]: [474, 201, 686, 352]
article-text: ದಿನವಾಗಿದೆ ಅವುಗಳ ಜೀವನ. ಅವು ಇರುವಷ್ಟು ಕಾಲ ನಾವುಗಳು ನೆಮ್ಮದಿಯಿಂದ ಬಾಳಬಹುದು ಎಂದು ಅಭಿಪ್ರಾಯಪಟ್ಟರು. ಕಾರ್ಯಕ್ರಮದಲ್ಲಿ ಜಿಲ್ಲಾ ಪಂಚಾಯತ್ ಮುಖ್ಯ ಕಾರ್ಯನಿರ್ವಾಹಕ ಅಧಿಕಾರಿ ಹಾಗೂ ವಂಶಾವಳಿ ಕ್ಷಣಿಕ ಭಾವನೆಗಳನ್ನು: [190, 597, 325, 656]
tiptur-event-photo: [618, 1054, 898, 1202]
article-text: ಮಧುಗಿರಿ, ಡಿ.23- ಪಟ್ಟಣದಲ್ಲಿರುವ ಸರ್ಕಾರಿ ಪದವಿ ಪೂರ್ವ ಕಾಲೇಜಿನ 1989ನೇ ವಿಜ್ಞಾನ ವಿಭಾಗದ 50ಕ್ಕೂ ಹೆಚ್ಚು ಹಳೆಯ ವಿದ್ಯಾರ್ಥಿಗಳು ಪಾಲ್ಗೊಂಡು ಮಧುಸ್ನೇಹ-4 ಹೆಸರಿನಲ್ಲಿ ಸ್ನೇಹ ಸಮ್ಮಿಲನ ಕಾರ್ಯಕ್ರಮ ಭಾನುವಾರದಂದು ಯಶಸ್ವಿಯಾಗಿ ನಡೆಯಿತು. ಈ ಕಾರ್ಯಕ್ರಮವನ್ನು ಜಿಲ್ಲೆಯ ಪ್ರಖ್ಯಾತ ದೇವರಾಯನದುರ್ಗ ತಪ್ಪಲಿನ ನಮ್ಮೂರ ಹಸಿರು ರೆಸಾರ್ಟ್‌ನಲ್ಲಿ ಆಯೋಜಿಸಲಾಗಿತ್ತು. ಈ ಕಾರ್ಯಕ್ರಮದ ಆರಂಭಕ್ಕೆ ಮುಂಚೆ ಎಲ್ಲರನ್ನೂ ಪುಷ್ಪಾರ್ಚನೆ ಮಾಡುವ ಮೂಲಕ ಸ್ವಾಗತಿಸಲಾಯಿತು. ನಂತರ ವೇದಿಕೆ ಮೇಲೆ ಸಾಮೂಹಿಕ ಫೋಟೋ, ಕೇಕ್ ಕಟ್ ಮಾಡುವ ಮೂಲಕ ಸಂಭ್ರಮಿಸಲಾಯಿತು. ವೇದಿಕೆ ಕಾರ್ಯಕ್ರಮದಲ್ಲಿ ಪ್ರಾರ್ಥನೆ ಗೀತೆ, ಮೃತಪಟ್ಟ ಸ್ನೇಹಿತರ ಆತ್ಮಗಳಿಗೆ ಮೌನಾಚರಣೆ ಮೂಲಕ ಸ್ಮರಿಸಿಕೊಳ್ಳಲಾಯಿತು. ಈ ಬಾರಿ ನೂತನವಾಗಿ ಸೇರ್ಪಡೆಯಾದ ಹಳೆ ವಿದ್ಯಾರ್ಥಿಗಳಿಗೆ ಜ್ಞಾಪಕ ಬೆಳಗುವ ಮೂಲಕ ವೇದಿಕೆ: [42, 1102, 185, 1299]
text-line: ನಂಜುಂಡಪ್ಪ ವರದಿ ತಿಪಟೂರಿಗೆ ಅನ್ಯಾಯ, ವರದಿ ಪುನರ್: [513, 998, 859, 1020]
article-headline: ಸರ್ಕಾರಿ ಪ.ಪೂ. ಕಾಲೇಜಿನ 1989ನೇ ವಿಜ್ಞಾನ ವಿಭಾಗದ ಸ್ನೇಹ ಸಮ್ಮಿಲನ: [47, 1073, 463, 1093]
top-story-ui-movie[interactable]: [692, 201, 898, 352]
article-headline: [474, 355, 898, 411]
